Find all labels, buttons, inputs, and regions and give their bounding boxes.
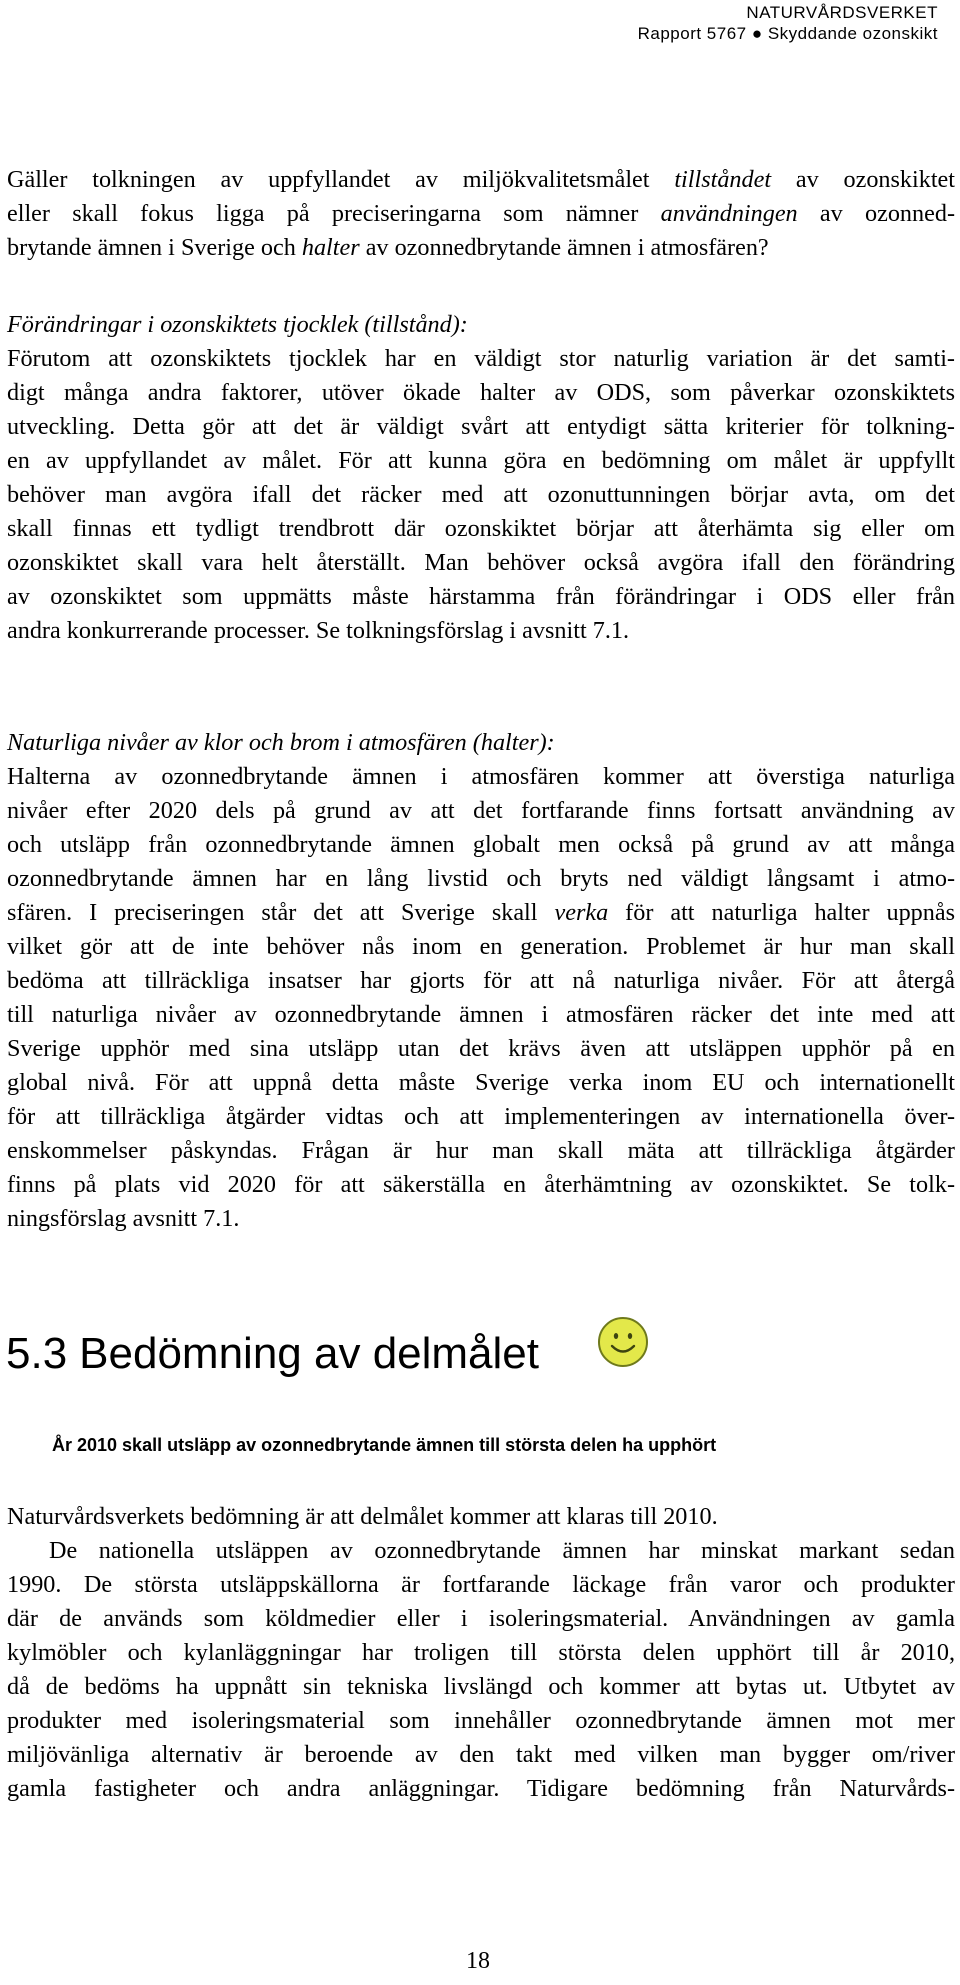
header-report: Rapport 5767 ● Skyddande ozonskikt bbox=[637, 24, 938, 43]
thickness-line: andra konkurrerande processer. Se tolkningsförslag i avsnitt 7.1. bbox=[7, 617, 630, 644]
natural-levels-line: vilket gör att de inte behöver nås inom en generation. Problemet är hur man skall bbox=[7, 933, 955, 960]
natural-levels-line: Halterna av ozonnedbrytande ämnen i atmosfären kommer att överstiga naturliga bbox=[7, 763, 955, 790]
assessment-line: gamla fastigheter och andra anläggningar. Tidigare bedömning från Naturvårds- bbox=[7, 1775, 955, 1802]
section-number: 5.3 bbox=[6, 1329, 68, 1378]
thickness-line: behöver man avgöra ifall det räcker med att ozonuttunningen börjar avta, om det bbox=[7, 481, 955, 508]
natural-levels-line: enskommelser påskyndas. Frågan är hur man skall mäta att tillräckliga åtgärder bbox=[7, 1137, 955, 1164]
page-number: 18 bbox=[466, 1948, 490, 1974]
smiley-face-icon bbox=[597, 1316, 649, 1368]
assessment-line: miljövänliga alternativ är beroende av den takt med vilken man bygger om/river bbox=[7, 1741, 955, 1768]
natural-levels-heading: Naturliga nivåer av klor och brom i atmosfären (halter): bbox=[7, 729, 555, 756]
thickness-line: av ozonskiktet som uppmätts måste härstamma från förändringar i ODS eller från bbox=[7, 583, 955, 610]
assessment-line: kylmöbler och kylanläggningar har troligen till största delen upphört till år 2010, bbox=[7, 1639, 955, 1666]
thickness-line: Förutom att ozonskiktets tjocklek har en väldigt stor naturlig variation är det samti- bbox=[7, 345, 955, 372]
thickness-paragraph bbox=[7, 308, 955, 648]
assessment-line: där de används som köldmedier eller i isoleringsmaterial. Användningen av gamla bbox=[7, 1605, 955, 1632]
natural-levels-paragraph bbox=[7, 726, 955, 1236]
natural-levels-line: ningsförslag avsnitt 7.1. bbox=[7, 1205, 240, 1232]
assessment-line: De nationella utsläppen av ozonnedbrytande ämnen har minskat markant sedan bbox=[49, 1537, 955, 1564]
page-header bbox=[638, 2, 938, 44]
intro-line-3: brytande ämnen i Sverige och halter av ozonnedbrytande ämnen i atmosfären? bbox=[7, 234, 769, 261]
thickness-line: skall finnas ett tydligt trendbrott där ozonskiktet börjar att återhämta sig eller om bbox=[7, 515, 955, 542]
thickness-line: en av uppfyllandet av målet. För att kunna göra en bedömning om målet är uppfyllt bbox=[7, 447, 955, 474]
intro-paragraph bbox=[7, 163, 955, 265]
natural-levels-line: till naturliga nivåer av ozonnedbrytande ämnen i atmosfären räcker det inte med att bbox=[7, 1001, 955, 1028]
intro-line-1: Gäller tolkningen av uppfyllandet av miljökvalitetsmålet tillståndet av ozonskiktet bbox=[7, 166, 956, 193]
natural-levels-line: sfären. I preciseringen står det att Sverige skall verka för att naturliga halter uppnås bbox=[7, 899, 955, 926]
assessment-paragraph bbox=[7, 1500, 955, 1806]
natural-levels-line: bedöma att tillräckliga insatser har gjorts för att nå naturliga nivåer. För att återgå bbox=[7, 967, 955, 994]
header-org: NATURVÅRDSVERKET bbox=[746, 3, 938, 22]
section-title: Bedömning av delmålet bbox=[79, 1329, 540, 1378]
natural-levels-line: för att tillräckliga åtgärder vidtas och att implementeringen av internationella över- bbox=[7, 1103, 955, 1130]
assessment-first-line: Naturvårdsverkets bedömning är att delmålet kommer att klaras till 2010. bbox=[7, 1503, 718, 1530]
natural-levels-line: global nivå. För att uppnå detta måste Sverige verka inom EU och internationellt bbox=[7, 1069, 955, 1096]
section-heading bbox=[6, 1327, 539, 1381]
intro-line-2: eller skall fokus ligga på preciseringarna som nämner användningen av ozonned- bbox=[7, 200, 956, 227]
natural-levels-line: Sverige upphör med sina utsläpp utan det krävs även att utsläppen upphör på en bbox=[7, 1035, 955, 1062]
natural-levels-line: ozonnedbrytande ämnen har en lång livstid och bryts ned väldigt långsamt i atmo- bbox=[7, 865, 955, 892]
assessment-line: produkter med isoleringsmaterial som innehåller ozonnedbrytande ämnen mot mer bbox=[7, 1707, 955, 1734]
thickness-heading: Förändringar i ozonskiktets tjocklek (tillstånd): bbox=[7, 311, 468, 338]
natural-levels-line: finns på plats vid 2020 för att säkerställa en återhämtning av ozonskiktet. Se tolk- bbox=[7, 1171, 955, 1198]
natural-levels-line: och utsläpp från ozonnedbrytande ämnen globalt men också på grund av att många bbox=[7, 831, 955, 858]
thickness-line: ozonskiktet skall vara helt återställt. Man behöver också avgöra ifall den förändring bbox=[7, 549, 955, 576]
thickness-line: utveckling. Detta gör att det är väldigt svårt att entydigt sätta kriterier för tolkning- bbox=[7, 413, 955, 440]
assessment-line: då de bedöms ha uppnått sin tekniska livslängd och kommer att bytas ut. Utbytet av bbox=[7, 1673, 955, 1700]
assessment-line: 1990. De största utsläppskällorna är fortfarande läckage från varor och produkter bbox=[7, 1571, 955, 1598]
natural-levels-line: nivåer efter 2020 dels på grund av att det fortfarande finns fortsatt användning av bbox=[7, 797, 955, 824]
thickness-line: digt många andra faktorer, utöver ökade halter av ODS, som påverkar ozonskiktets bbox=[7, 379, 955, 406]
subgoal-statement: År 2010 skall utsläpp av ozonnedbrytande ämnen till största delen ha upphört bbox=[52, 1435, 717, 1455]
